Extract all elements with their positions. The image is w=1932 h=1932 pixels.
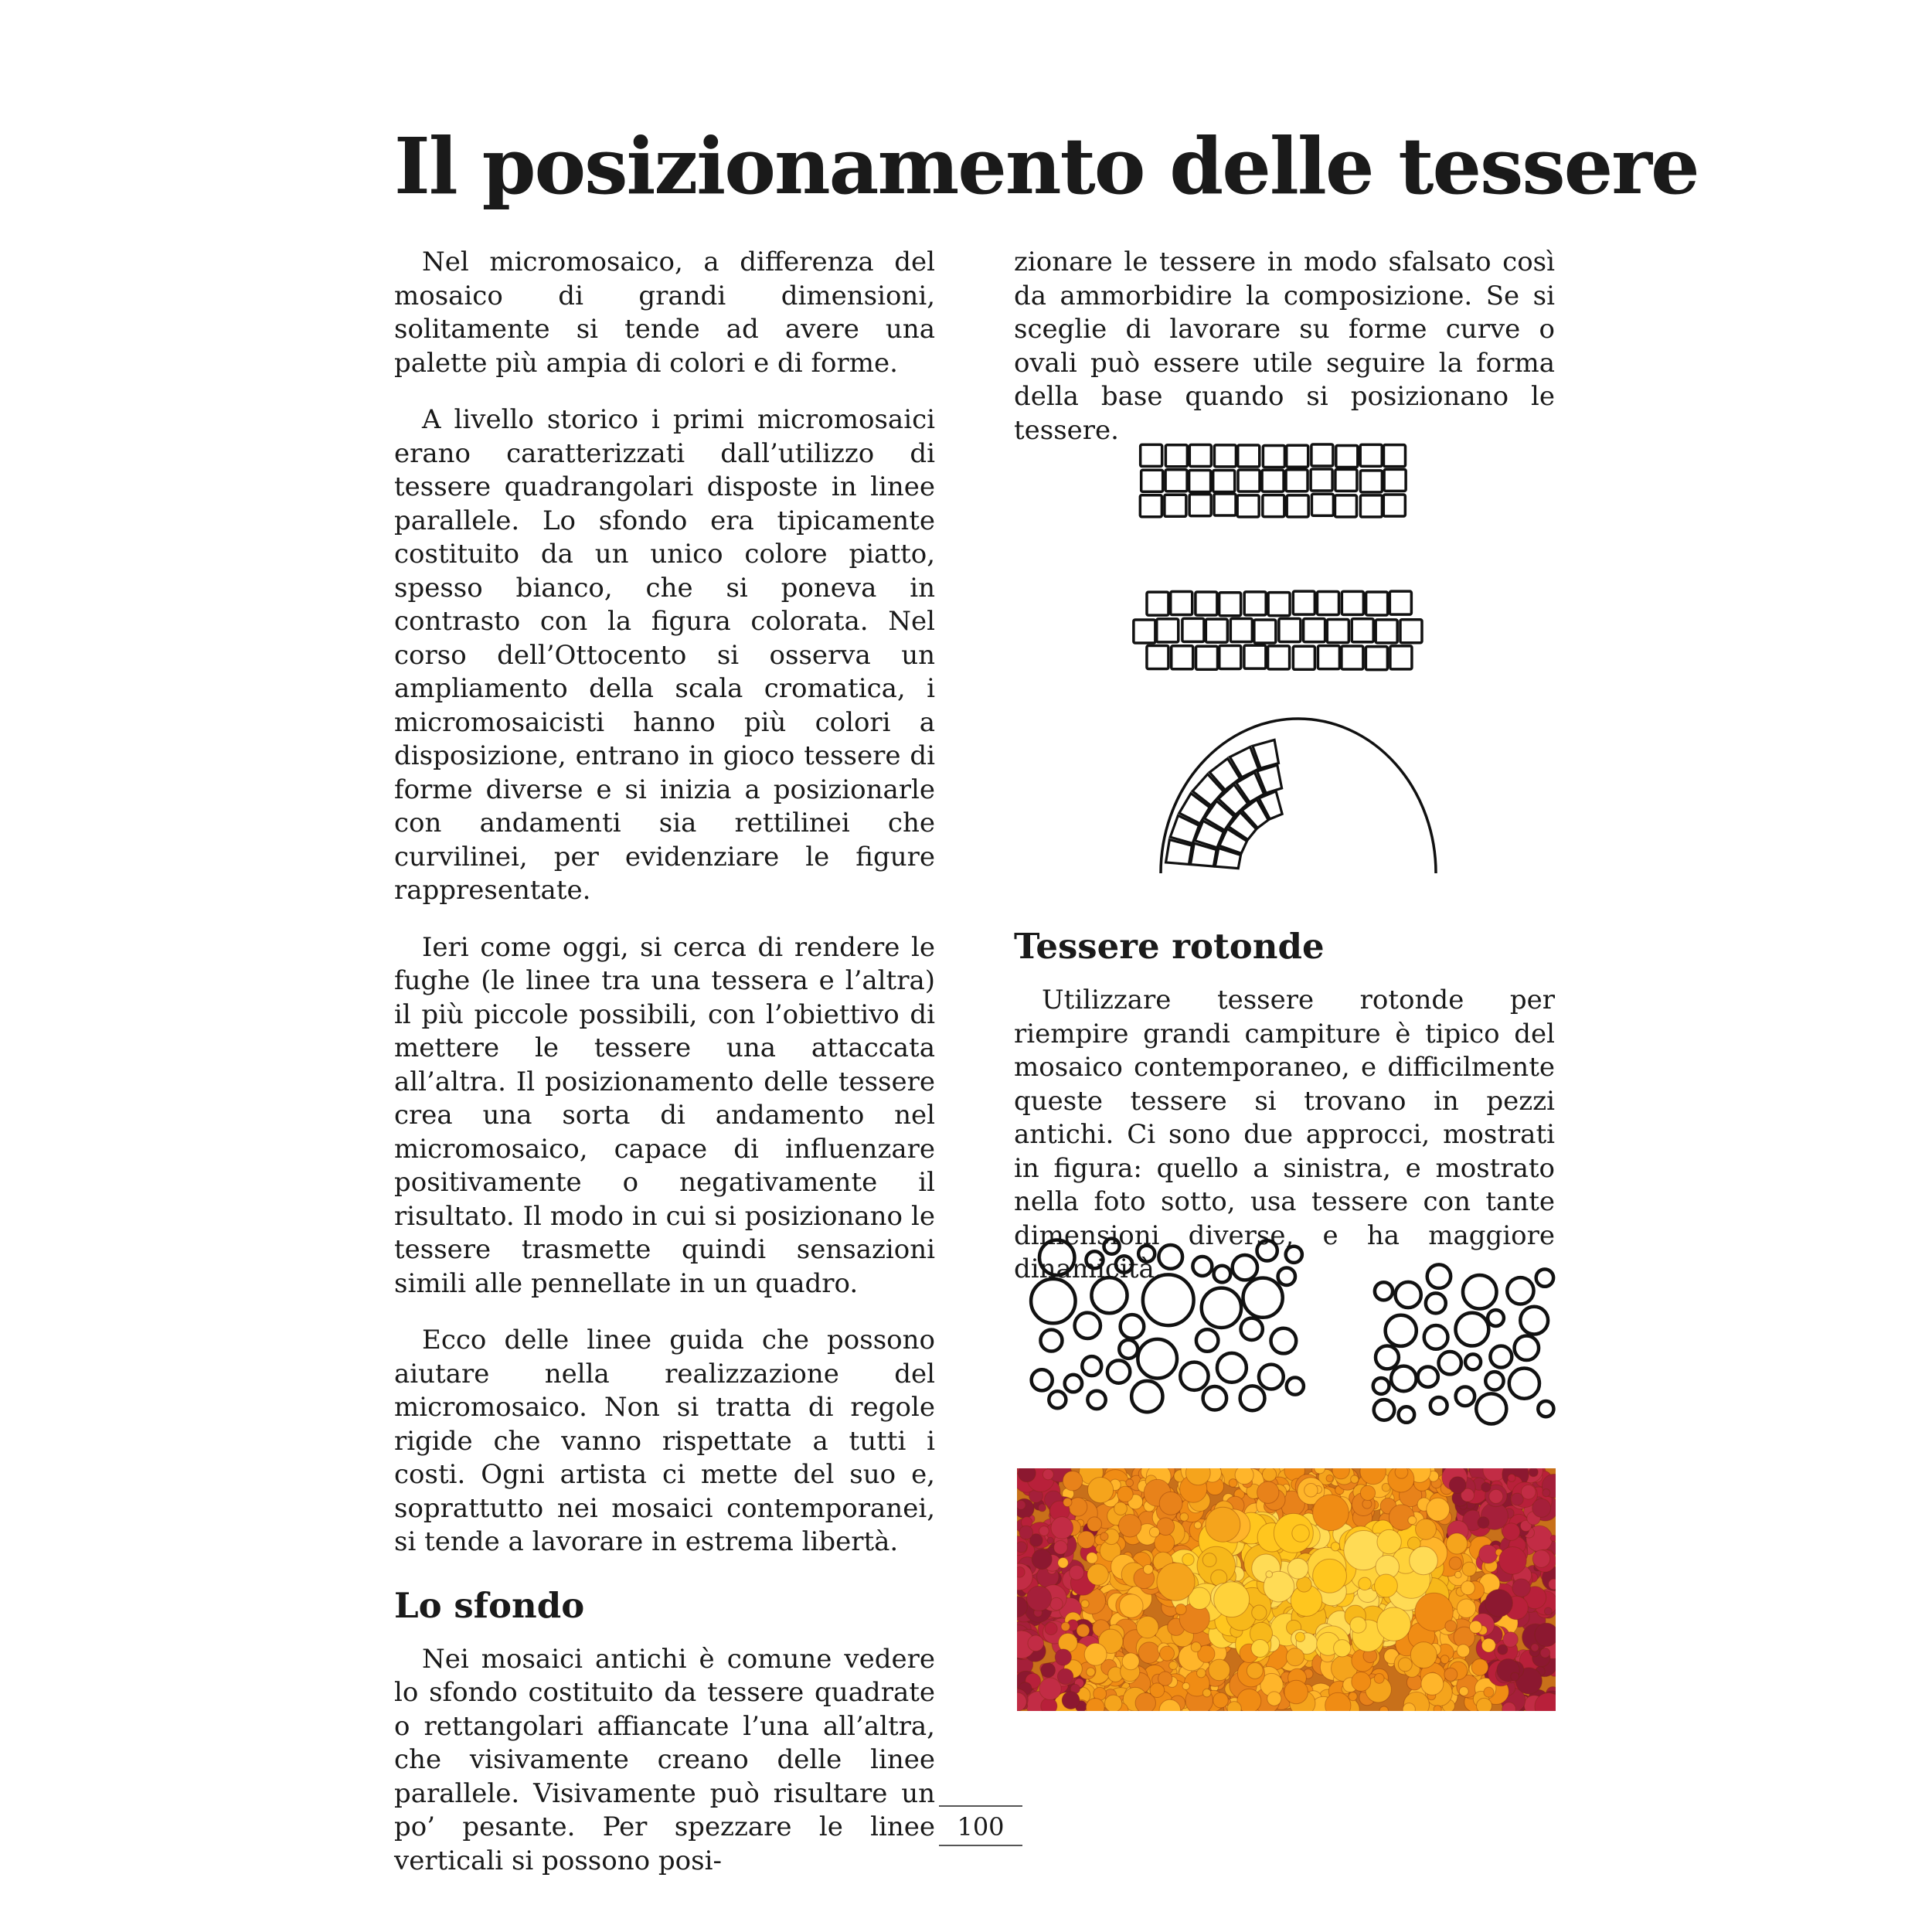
right-column (1014, 246, 1555, 471)
page-title: Il posizionamento delle tessere (394, 121, 1699, 212)
round-tesserae-illustration-uniform (1368, 1260, 1569, 1437)
paragraph: zionare le tessere in modo sfalsato così da ammorbidire la composizione. Se si sceglie di lavorare su forme curve o ovali può essere utile seguire la forma della base quando si posizionano le tessere. (1014, 247, 1555, 446)
paragraph: Ieri come oggi, si cerca di rendere le fughe (le linee tra una tessera e l’altra) il più piccole possibili, con l’obiettivo di mettere le tessere una attaccata all’altra. Il posizionamento delle tessere crea una sorta di andamento nel micromosaico, capace di influenzare positivamente o negativamente il risultato. Il modo in cui si posizionano le tessere trasmette quindi sensazioni simili alle pennellate in un quadro. (394, 931, 935, 1299)
round-tesserae-illustration-varied (1017, 1233, 1318, 1426)
mosaic-photo (1017, 1468, 1556, 1711)
left-column (394, 246, 935, 1901)
page-number: 100 (957, 1812, 1005, 1842)
paragraph: Ecco delle linee guida che possono aiutare nella realizzazione del micromosaico. Non si tratta di regole rigide che vanno rispettate a tutti i costi. Ogni artista ci mette del suo e, soprattutto nei mosaici contemporanei, si tende a lavorare in estrema libertà. (394, 1325, 935, 1557)
paragraph: A livello storico i primi micromosaici erano caratterizzati dall’utilizzo di tessere quadrangolari disposte in linee parallele. Lo sfondo era tipicamente costituito da un unico colore piatto, spesso bianco, che si poneva in contrasto con la figura colorata. Nel corso dell’Ottocento si osserva un ampliamento della scala cromatica, i micromosaicisti hanno più colori a disposizione, entrano in gioco tessere di forme diverse e si inizia a posizionarle con andamenti sia rettilinei che curvilinei, per evidenziare le figure rappresentate. (394, 404, 935, 906)
straight-grid-illustration (1136, 440, 1414, 526)
section-heading-sfondo: Lo sfondo (394, 1584, 585, 1626)
section-heading-rotonde: Tessere rotonde (1014, 926, 1325, 967)
paragraph: Utilizzare tessere rotonde per riempire grandi campiture è tipico del mosaico contemporaneo, e difficilmente queste tessere si trovano in pezzi antichi. Ci sono due approcci, mostrati in figura: quello a sinistra, e mostrato nella foto sotto, usa tessere con tante dimensioni diverse, e ha maggiore dinamicità. (1014, 985, 1555, 1284)
paragraph: Nel micromosaico, a differenza del mosaico di grandi dimensioni, solitamente si tende ad avere una palette più ampia di colori e di forme. (394, 247, 935, 379)
curved-arc-illustration (1151, 696, 1445, 873)
paragraph: Nei mosaici antichi è comune vedere lo sfondo costituito da tessere quadrate o rettangolari affiancate l’una all’altra, che visivamente creano delle linee parallele. Visivamente può risultare un po’ pesante. Per spezzare le linee verticali si possono posi- (394, 1643, 935, 1876)
staggered-grid-illustration (1128, 587, 1430, 680)
page-number-rule-bottom (939, 1845, 1022, 1846)
page-number-rule-top (939, 1805, 1022, 1807)
